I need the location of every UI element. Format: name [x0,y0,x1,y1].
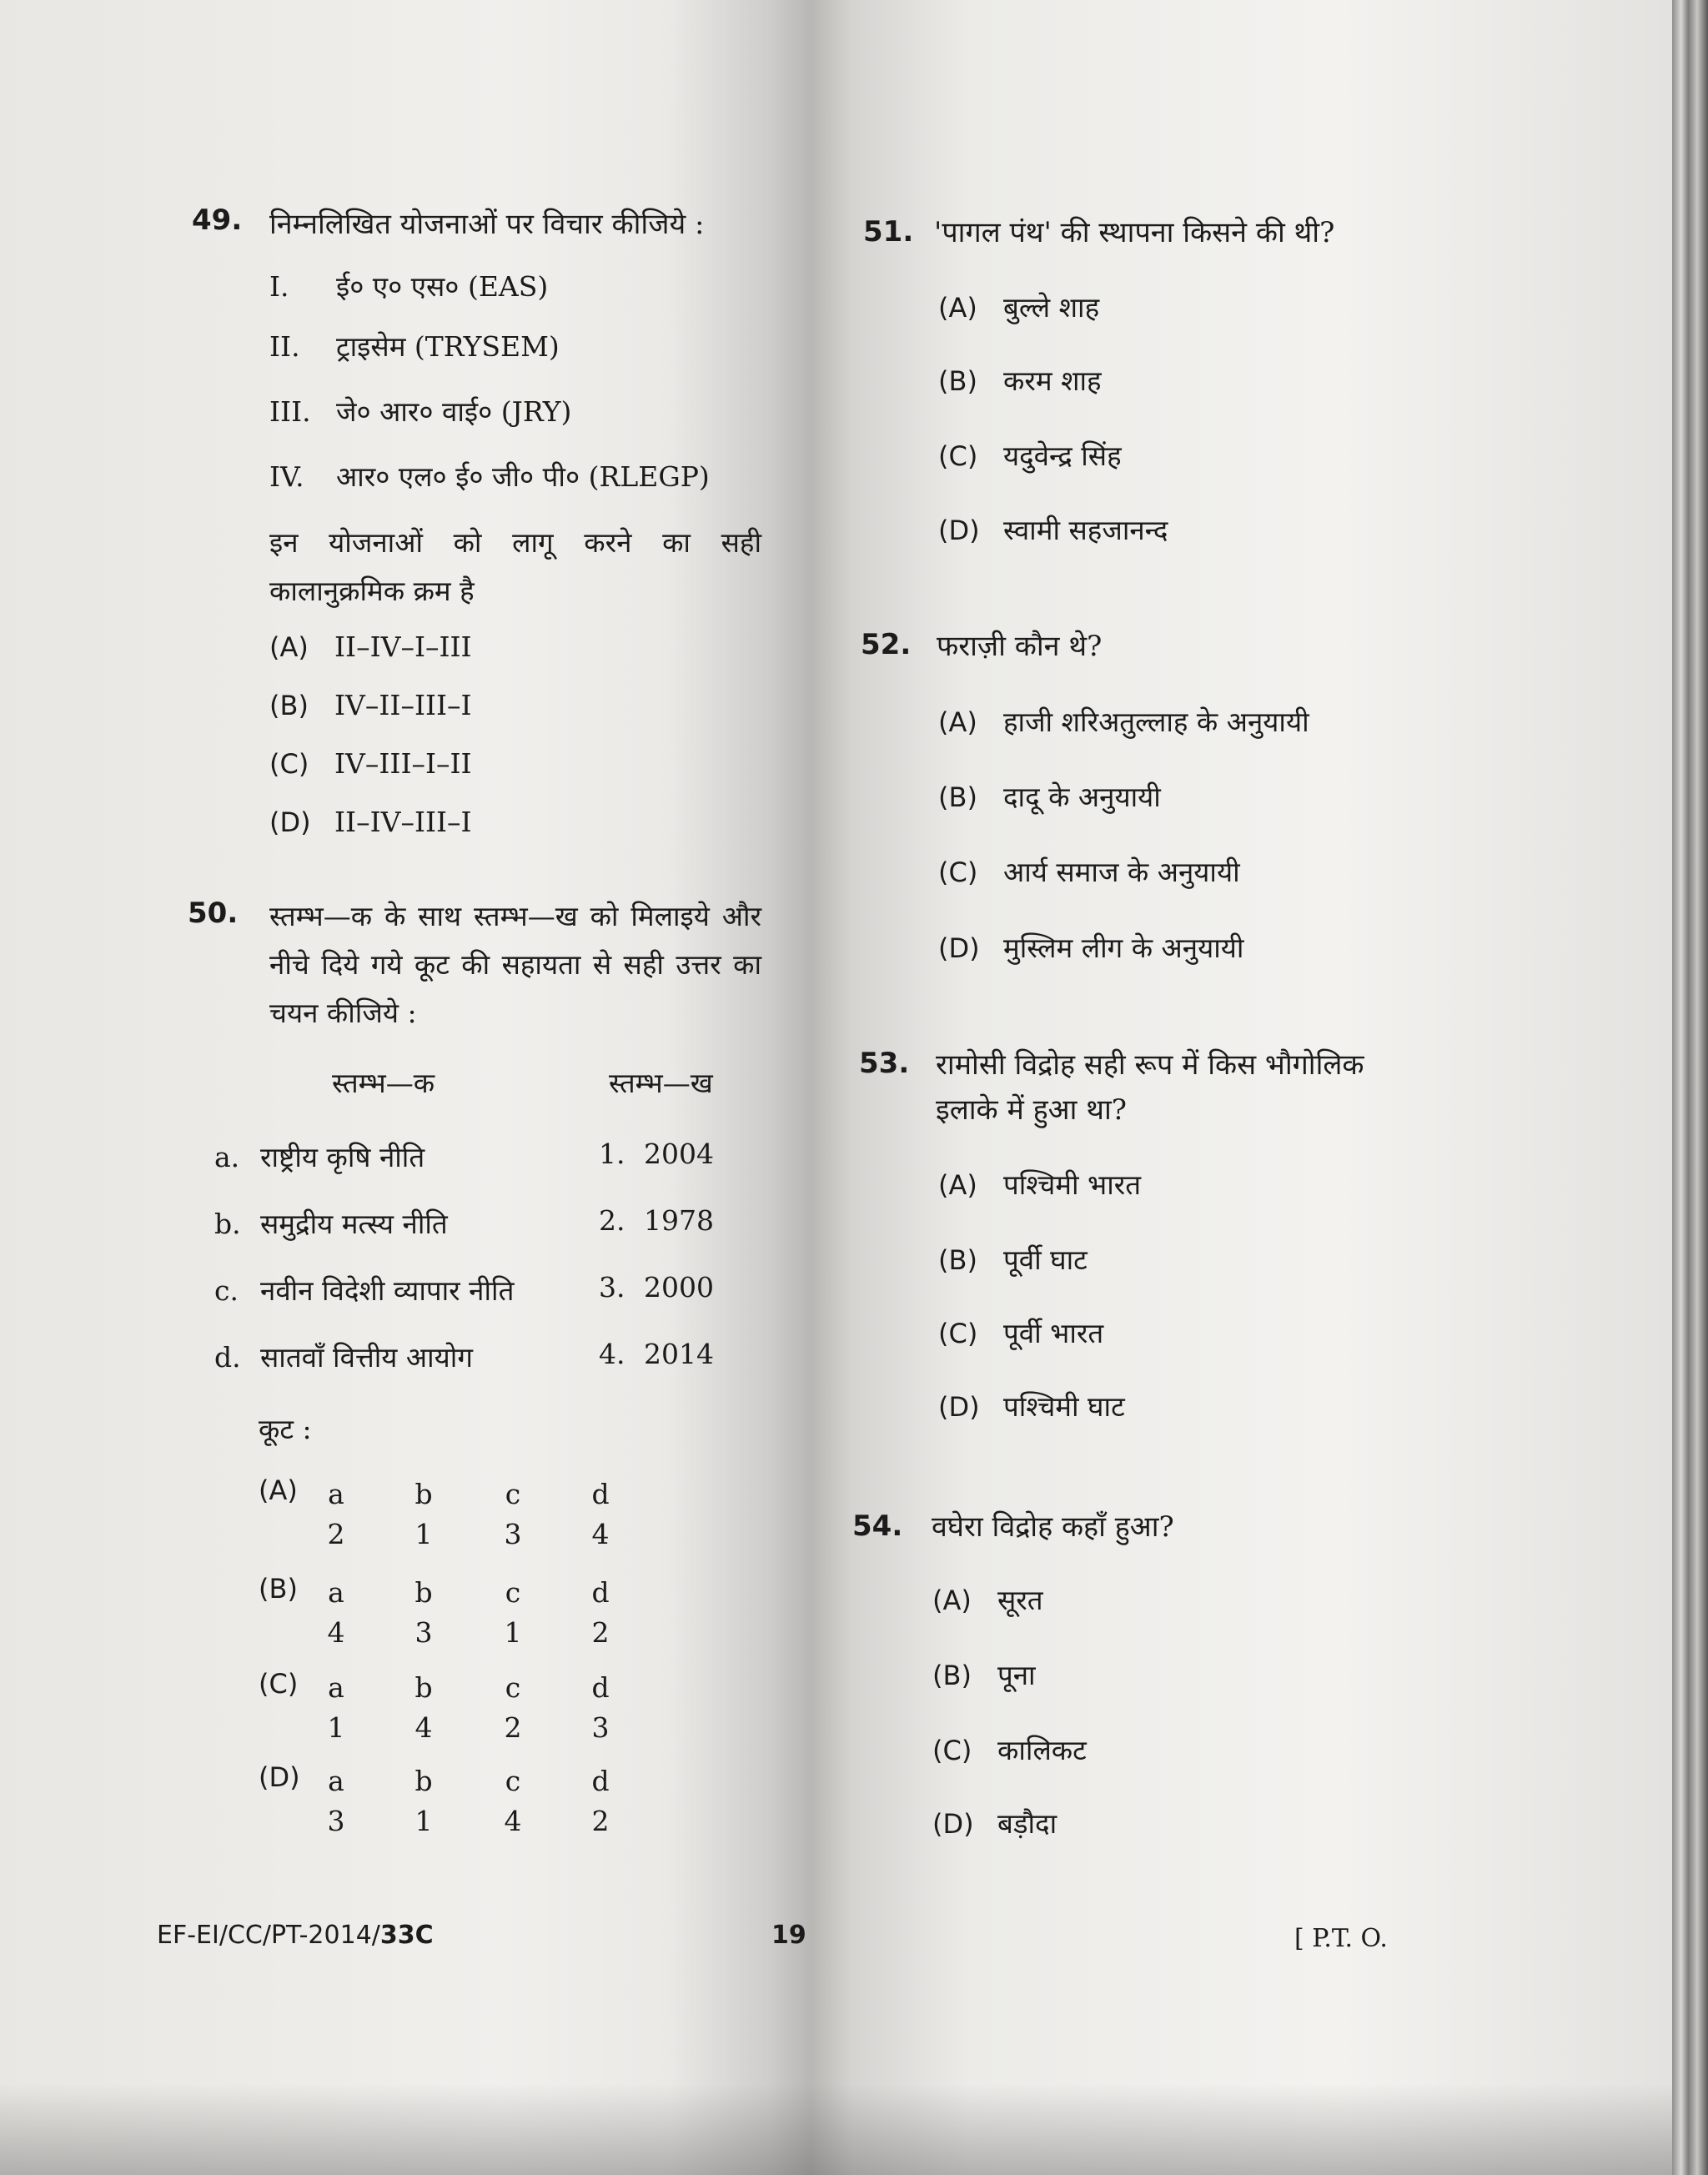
answer-option[interactable]: (B) पूना [932,1659,1036,1691]
answer-option[interactable]: (A) a 2 b 1 c 3 d 4 [259,1474,625,1558]
code-letter: d [591,1765,610,1797]
answer-option[interactable]: (C) आर्य समाज के अनुयायी [938,856,1240,888]
code-value: 3 [414,1616,433,1649]
code-letter: b [414,1765,433,1797]
question-number: 53. [859,1047,910,1080]
code-value: 1 [504,1616,522,1649]
page-number: 19 [771,1921,806,1950]
answer-option[interactable]: (B) a 4 b 3 c 1 d 2 [259,1573,625,1656]
question-number: 52. [861,628,912,661]
code-letter: d [591,1576,610,1609]
question-prompt-line-2: इलाके में हुआ था? [936,1093,1127,1127]
code-value: 2 [327,1518,345,1550]
answer-option[interactable]: (C) यदुवेन्द्र सिंह [938,440,1122,472]
answer-option[interactable]: (B) IV–II–III–I [269,689,472,721]
question-prompt: स्तम्भ—क के साथ स्तम्भ—ख को मिलाइये और नीचे दिये गये कूट की सहायता से सही उत्तर का चयन कीजिये : [269,900,761,1029]
answer-option[interactable]: (C) पूर्वी भारत [938,1317,1104,1349]
answer-option[interactable]: (D) II–IV–III–I [269,806,472,838]
code-letter: a [328,1671,344,1704]
answer-option[interactable]: (B) करम शाह [938,364,1102,397]
please-turn-over: [ P.T. O. [1294,1924,1388,1953]
answer-option[interactable]: (D) a 3 b 1 c 4 d 2 [259,1761,625,1845]
question-prompt: रामोसी विद्रोह सही रूप में किस भौगोलिक [936,1048,1364,1082]
question-prompt: निम्नलिखित योजनाओं पर विचार कीजिये : [269,208,705,241]
answer-option[interactable]: (A) पश्चिमी भारत [938,1168,1142,1201]
question-number: 49. [192,203,243,237]
paper-code: EF-EI/CC/PT-2014/33C [157,1921,434,1950]
code-letter: d [591,1478,610,1510]
book-edge [1672,0,1708,2175]
answer-option[interactable]: (C) IV–III–I–II [269,747,472,780]
match-row-b: 4. 2014 [599,1338,714,1370]
answer-option[interactable]: (D) पश्चिमी घाट [938,1390,1125,1423]
answer-option[interactable]: (A) बुल्ले शाह [938,291,1100,324]
scheme-item: III. जे० आर० वाई० (JRY) [269,395,572,428]
code-value: 2 [591,1616,610,1649]
match-row-b: 1. 2004 [599,1138,714,1170]
code-value: 4 [591,1518,610,1550]
code-letter: a [328,1478,344,1510]
answer-option[interactable]: (C) a 1 b 4 c 2 d 3 [259,1668,625,1751]
code-value: 4 [504,1805,522,1837]
match-row: a. राष्ट्रीय कृषि नीति [214,1141,425,1173]
code-value: 1 [414,1518,433,1550]
code-letter: c [505,1765,521,1797]
question-prompt: 'पागल पंथ' की स्थापना किसने की थी? [934,216,1335,249]
column-b-header: स्तम्भ—ख [609,1067,713,1099]
code-letter: a [328,1576,344,1609]
match-row: b. समुद्रीय मत्स्य नीति [214,1208,448,1240]
code-value: 3 [504,1518,522,1550]
answer-option[interactable]: (C) कालिकट [932,1734,1087,1766]
answer-option[interactable]: (A) हाजी शरिअतुल्लाह के अनुयायी [938,706,1309,738]
question-number: 50. [188,897,239,930]
code-value: 2 [591,1805,610,1837]
code-value: 1 [414,1805,433,1837]
answer-option[interactable]: (D) मुस्लिम लीग के अनुयायी [938,932,1244,964]
match-row-b: 3. 2000 [599,1271,714,1303]
code-letter: c [505,1478,521,1510]
answer-option[interactable]: (A) II–IV–I–III [269,630,472,663]
answer-option[interactable]: (D) बड़ौदा [932,1807,1057,1840]
code-letter: b [414,1671,433,1704]
answer-option[interactable]: (D) स्वामी सहजानन्द [938,514,1168,546]
code-letter: a [328,1765,344,1797]
code-letter: b [414,1576,433,1609]
code-value: 4 [327,1616,345,1649]
code-value: 4 [414,1711,433,1744]
code-value: 3 [591,1711,610,1744]
column-a-header: स्तम्भ—क [332,1067,435,1099]
answer-option[interactable]: (A) सूरत [932,1584,1043,1616]
scheme-item: I. ई० ए० एस० (EAS) [269,270,549,303]
code-letter: b [414,1478,433,1510]
scheme-item: IV. आर० एल० ई० जी० पी० (RLEGP) [269,460,710,493]
question-number: 51. [863,215,914,249]
match-row: d. सातवाँ वित्तीय आयोग [214,1341,473,1374]
question-prompt: फराज़ी कौन थे? [937,630,1103,663]
question-prompt: वघेरा विद्रोह कहाँ हुआ? [932,1510,1174,1544]
code-value: 2 [504,1711,522,1744]
answer-option[interactable]: (B) दादू के अनुयायी [938,781,1161,813]
code-label: कूट : [259,1413,312,1445]
code-value: 3 [327,1805,345,1837]
code-letter: d [591,1671,610,1704]
answer-option[interactable]: (B) पूर्वी घाट [938,1243,1088,1276]
match-row: c. नवीन विदेशी व्यापार नीति [214,1274,515,1307]
match-row-b: 2. 1978 [599,1204,714,1237]
question-instruction: इन योजनाओं को लागू करने का सही कालानुक्रमिक क्रम है [269,526,761,607]
code-letter: c [505,1671,521,1704]
question-number: 54. [852,1509,903,1543]
scheme-item: II. ट्राइसेम (TRYSEM) [269,330,560,363]
code-value: 1 [327,1711,345,1744]
code-letter: c [505,1576,521,1609]
